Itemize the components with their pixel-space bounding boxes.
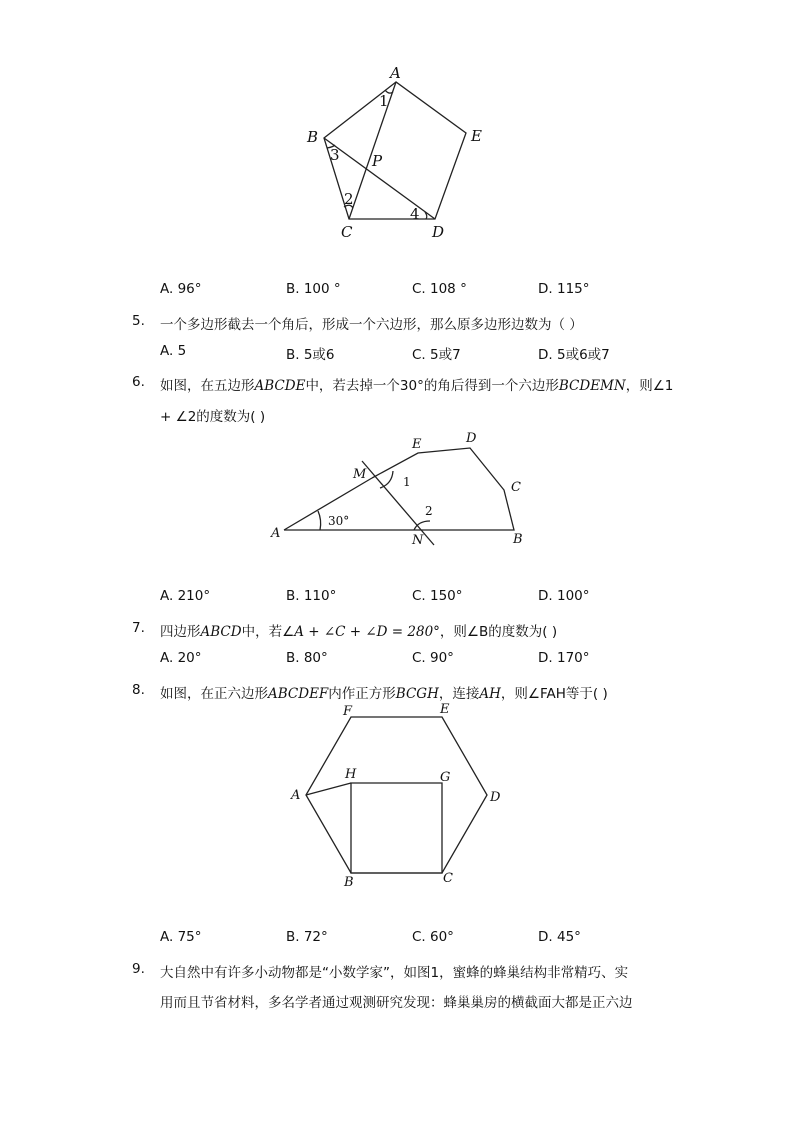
q6-option-a: A. 210° (160, 588, 211, 604)
q6-label-C: C (511, 480, 521, 495)
q8-option-c: C. 60° (412, 929, 454, 945)
q6-text-pre: 如图，在五边形 (160, 378, 255, 394)
angle-label-2: 2 (344, 190, 354, 208)
q4-option-d: D. 115° (538, 281, 590, 297)
q7-quad-name: ABCD (200, 624, 242, 640)
q5-option-c: C. 5或7 (412, 347, 461, 363)
q6-text-line2: + ∠2的度数为( ) (160, 409, 266, 425)
q6-option-c: C. 150° (412, 588, 463, 604)
q8-segment-ah (306, 783, 351, 795)
q6-text-line1 (160, 374, 673, 394)
q5-text: 一个多边形截去一个角后，形成一个六边形，那么原多边形边数为（ ） (160, 317, 583, 333)
q6-number: 6. (132, 374, 145, 390)
q8-label-A: A (291, 788, 301, 803)
q6-text-post: ，则∠1 (625, 378, 674, 394)
q8-text-post: ，则∠FAH等于( ) (500, 686, 608, 702)
q7-text (160, 620, 557, 640)
q5-option-b: B. 5或6 (286, 347, 335, 363)
q8-figure (285, 700, 505, 895)
label-C: C (341, 223, 353, 241)
angle-label-4: 4 (410, 205, 420, 223)
q6-angle-2: 2 (425, 504, 433, 518)
q6-label-N: N (412, 533, 424, 548)
q7-option-c: C. 90° (412, 650, 454, 666)
q4-option-b: B. 100 ° (286, 281, 341, 297)
q8-label-E: E (440, 702, 450, 717)
q6-label-A: A (271, 526, 281, 541)
diagonal-ac (349, 82, 396, 219)
label-A: A (390, 64, 401, 82)
angle-label-3: 3 (330, 146, 340, 164)
pentagon-figure (300, 60, 500, 250)
q7-option-a: A. 20° (160, 650, 202, 666)
q7-text-mid: 中，若∠ (241, 624, 295, 640)
q9-text-line1: 大自然中有许多小动物都是“小数学家”，如图1，蜜蜂的蜂巢结构非常精巧、实 (160, 965, 629, 981)
q6-label-E: E (412, 437, 422, 452)
q6-label-M: M (353, 467, 367, 482)
q6-option-d: D. 100° (538, 588, 590, 604)
q8-label-C: C (443, 871, 453, 886)
q8-text-mid: 内作正方形 (328, 686, 396, 702)
q7-equation: A + ∠C + ∠D = 280° (294, 624, 440, 640)
q6-angle-1: 1 (403, 475, 411, 489)
q4-option-c: C. 108 ° (412, 281, 467, 297)
q6-option-b: B. 110° (286, 588, 337, 604)
q8-label-B: B (344, 875, 354, 890)
q6-angle-30: 30° (328, 514, 350, 528)
q8-segment-name: AH (479, 686, 501, 702)
q8-text-pre: 如图，在正六边形 (160, 686, 268, 702)
q8-hexagon-name: ABCDEF (268, 686, 329, 702)
q8-hexagon-outline (306, 717, 487, 873)
q7-text-post: ，则∠B的度数为( ) (439, 624, 558, 640)
q8-option-d: D. 45° (538, 929, 581, 945)
q6-figure (265, 425, 535, 550)
q8-label-D: D (490, 790, 501, 805)
q6-pentagon-name: ABCDE (254, 378, 306, 394)
q5-option-a: A. 5 (160, 343, 187, 359)
q8-text (160, 682, 608, 702)
q8-label-H: H (345, 767, 357, 782)
q6-arc-1 (380, 471, 393, 488)
q8-option-a: A. 75° (160, 929, 202, 945)
q4-option-a: A. 96° (160, 281, 202, 297)
q8-label-F: F (343, 704, 353, 719)
q7-text-pre: 四边形 (160, 624, 201, 640)
q6-arc-30 (318, 511, 321, 530)
q7-option-d: D. 170° (538, 650, 590, 666)
q8-number: 8. (132, 682, 145, 698)
label-E: E (471, 127, 482, 145)
q7-number: 7. (132, 620, 145, 636)
q8-label-G: G (440, 770, 451, 785)
q8-square-outline (351, 783, 442, 873)
q7-option-b: B. 80° (286, 650, 328, 666)
label-P: P (372, 152, 383, 170)
label-D: D (432, 223, 445, 241)
q6-label-D: D (466, 431, 477, 446)
q6-hexagon-name: BCDEMN (558, 378, 626, 394)
q5-number: 5. (132, 313, 145, 329)
q6-label-B: B (513, 532, 523, 547)
q8-text-mid2: ，连接 (438, 686, 480, 702)
q5-option-d: D. 5或6或7 (538, 347, 610, 363)
angle-label-1: 1 (379, 92, 389, 110)
q8-option-b: B. 72° (286, 929, 328, 945)
q8-square-name: BCGH (395, 686, 439, 702)
q6-hexagon-outline (372, 448, 514, 530)
q6-text-mid: 中，若去掉一个30°的角后得到一个六边形 (305, 378, 559, 394)
q9-number: 9. (132, 961, 145, 977)
q6-arc-2 (414, 521, 430, 530)
label-B: B (307, 128, 319, 146)
q9-text-line2: 用而且节省材料，多名学者通过观测研究发现：蜂巢巢房的横截面大都是正六边 (160, 995, 633, 1011)
